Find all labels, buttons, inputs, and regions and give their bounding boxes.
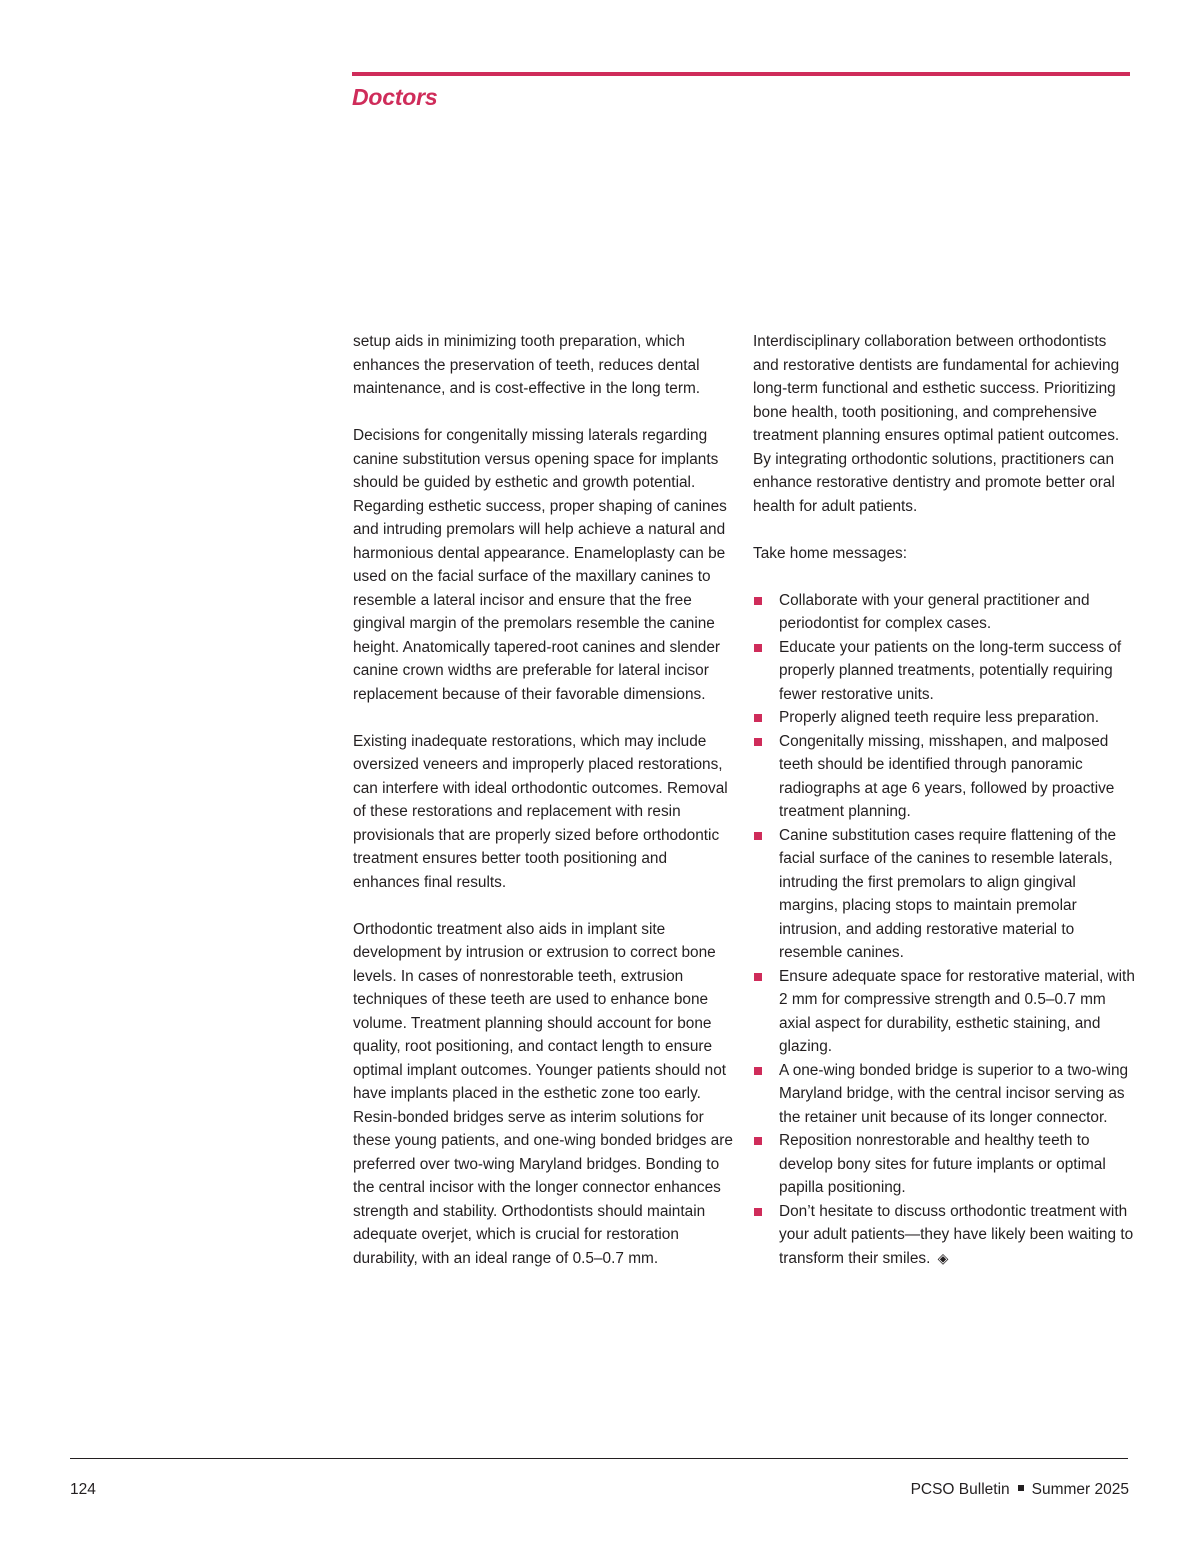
list-item xyxy=(753,706,1135,730)
publication-info xyxy=(911,1481,1129,1499)
paragraph: setup aids in minimizing tooth preparation, which enhances the preservation of teeth, reduces dental maintenance, and is cost-effective in the long term. xyxy=(353,333,701,397)
separator-square-icon xyxy=(1018,1485,1024,1491)
header-rule xyxy=(352,72,1130,76)
list-item-text: A one-wing bonded bridge is superior to a two-wing Maryland bridge, with the central incisor serving as the retainer unit because of its longer connector. xyxy=(779,1061,1129,1126)
bullet-square-icon xyxy=(754,738,762,746)
bullet-square-icon xyxy=(754,832,762,840)
list-item-text: Congenitally missing, misshapen, and malposed teeth should be identified through panoramic radiographs at age 6 years, followed by proactive treatment planning. xyxy=(779,732,1115,820)
right-column xyxy=(753,330,1135,1270)
end-mark-icon: ◈ xyxy=(937,1249,949,1266)
bullet-square-icon xyxy=(754,1208,762,1216)
take-home-list xyxy=(753,589,1135,1271)
list-item xyxy=(753,965,1135,1059)
paragraph: Existing inadequate restorations, which may include oversized veneers and improperly placed restorations, can interfere with ideal orthodontic outcomes. Removal of these restorations and replacement with resin provisionals that are properly sized before orthodontic treatment ensures better tooth positioning and enhances final results. xyxy=(353,732,728,891)
list-item-text: Don’t hesitate to discuss orthodontic treatment with your adult patients—they have likely been waiting to transform their smiles. xyxy=(779,1202,1134,1267)
bullet-square-icon xyxy=(754,597,762,605)
list-item xyxy=(753,1059,1135,1130)
list-item-text: Canine substitution cases require flattening of the facial surface of the canines to resemble laterals, intruding the first premolars to align gingival margins, placing stops to maintain premolar intrusion, and adding restorative material to resemble canines. xyxy=(779,826,1117,961)
paragraph: Orthodontic treatment also aids in implant site development by intrusion or extrusion to correct bone levels. In cases of nonrestorable teeth, extrusion techniques of these teeth are used to enhance bone volume. Treatment planning should account for bone quality, root positioning, and contact length to ensure optimal implant outcomes. Younger patients should not have implants placed in the esthetic zone too early. Resin-bonded bridges serve as interim solutions for these young patients, and one-wing bonded bridges are preferred over two-wing Maryland bridges. Bonding to the central incisor with the longer connector enhances strength and stability. Orthodontists should maintain adequate overjet, which is crucial for restoration durability, with an ideal range of 0.5–0.7 mm. xyxy=(353,920,733,1267)
paragraph: Decisions for congenitally missing laterals regarding canine substitution versus opening space for implants should be guided by esthetic and growth potential. Regarding esthetic success, proper shaping of canines and intruding premolars will help achieve a natural and harmonious dental appearance. Enameloplasty can be used on the facial surface of the maxillary canines to resemble a lateral incisor and ensure that the free gingival margin of the premolars resemble the canine height. Anatomically tapered-root canines and slender canine crown widths are preferable for lateral incisor replacement because of their favorable dimensions. xyxy=(353,427,727,703)
list-item xyxy=(753,1129,1135,1200)
list-item-text: Educate your patients on the long-term success of properly planned treatments, potentially requiring fewer restorative units. xyxy=(779,638,1122,703)
bullet-square-icon xyxy=(754,714,762,722)
list-item xyxy=(753,1200,1135,1271)
list-item xyxy=(753,730,1135,824)
paragraph: Interdisciplinary collaboration between orthodontists and restorative dentists are fundamental for achieving long-term functional and esthetic success. Prioritizing bone health, tooth positioning, and comprehensive treatment planning ensures optimal patient outcomes. By integrating orthodontic solutions, practitioners can enhance restorative dentistry and promote better oral health for adult patients. xyxy=(753,333,1120,515)
bullet-square-icon xyxy=(754,644,762,652)
page-number: 124 xyxy=(70,1481,96,1498)
list-heading: Take home messages: xyxy=(753,544,907,562)
publication-name: PCSO Bulletin xyxy=(910,1481,1010,1498)
section-title: Doctors xyxy=(352,84,438,110)
footer-rule xyxy=(70,1458,1128,1459)
issue-date: Summer 2025 xyxy=(1031,1481,1129,1498)
bullet-square-icon xyxy=(754,1067,762,1075)
list-item xyxy=(753,636,1135,707)
left-column xyxy=(353,330,735,1294)
list-item xyxy=(753,589,1135,636)
list-item-text: Properly aligned teeth require less preparation. xyxy=(779,709,1099,726)
list-item xyxy=(753,824,1135,965)
list-item-text: Ensure adequate space for restorative material, with 2 mm for compressive strength and 0.5–0.7 mm axial aspect for durability, esthetic staining, and glazing. xyxy=(779,967,1135,1055)
bullet-square-icon xyxy=(754,973,762,981)
list-item-text: Reposition nonrestorable and healthy teeth to develop bony sites for future implants or optimal papilla positioning. xyxy=(779,1132,1106,1196)
list-item-text: Collaborate with your general practitioner and periodontist for complex cases. xyxy=(779,591,1090,632)
bullet-square-icon xyxy=(754,1137,762,1145)
